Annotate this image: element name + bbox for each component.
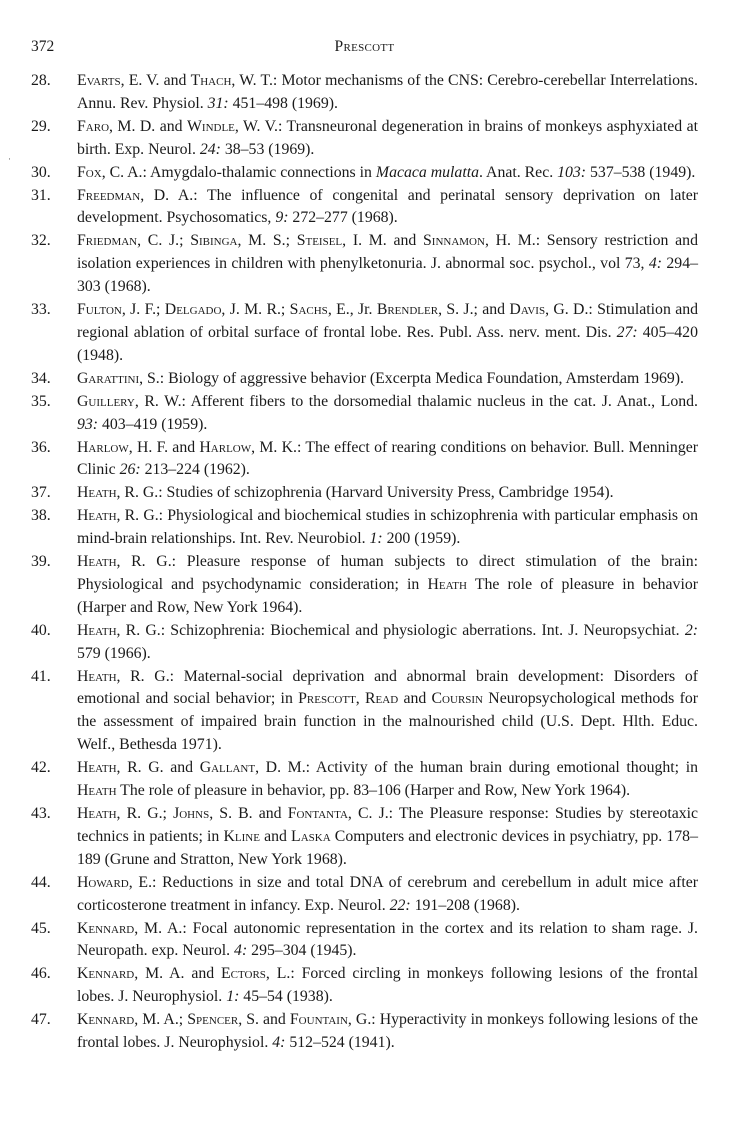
- reference-text: Computers and electronic devices in psychiatry, pp. 178–189 (Grune and Stratton, New York 1968).: [77, 827, 698, 868]
- italic-text: 24:: [199, 140, 221, 158]
- author-name: Laska: [291, 827, 331, 845]
- reference-number: 34.: [31, 369, 51, 387]
- reference-number: 28.: [31, 72, 51, 89]
- italic-text: 27:: [616, 323, 638, 341]
- reference-text: , G. D.: Stimulation and regional ablation of orbital surface of frontal lobe. Res. Publ. Ass. nerv. ment. Dis.: [77, 301, 699, 341]
- italic-text: 4:: [234, 942, 248, 960]
- author-name: Heath: [77, 759, 117, 777]
- reference-number: 39.: [31, 553, 51, 571]
- author-name: Kline: [223, 827, 260, 845]
- reference-entry: [31, 162, 698, 185]
- reference-number: 29.: [31, 117, 51, 135]
- italic-text: 1:: [369, 530, 383, 548]
- italic-text: 31:: [207, 94, 229, 112]
- reference-text: , M. K.: The effect of rearing conditions on behavior. Bull. Menninger Clinic: [77, 438, 698, 479]
- reference-number: 41.: [31, 667, 51, 685]
- reference-number: 40.: [31, 621, 51, 639]
- reference-text: , H. F. and: [128, 438, 200, 456]
- reference-text: , C. J.: The Pleasure response: Studies by stereotaxic technics in patients; in: [77, 805, 699, 845]
- reference-number: 46.: [31, 965, 51, 983]
- author-name: Faro: [77, 117, 110, 135]
- reference-entry: [31, 505, 698, 551]
- italic-text: 4:: [272, 1034, 286, 1052]
- author-name: Windle: [187, 117, 235, 135]
- reference-text: 579 (1966).: [77, 644, 151, 662]
- author-name: Evarts: [77, 72, 121, 89]
- reference-text: , M. A.: Focal autonomic representation in the cortex and its relation to sham rage. J. Neuropath. exp. Neurol.: [77, 919, 698, 960]
- reference-text: 295–304 (1945).: [247, 942, 357, 960]
- author-name: Freedman: [77, 186, 141, 204]
- reference-text: , R. G.: Maternal-social deprivation and abnormal brain development: Disorders of emotional and social behavior; in: [77, 667, 698, 708]
- reference-number: 31.: [31, 186, 51, 204]
- reference-text: , R. G.: Schizophrenia: Biochemical and physiologic aberrations. Int. J. Neuropsychiat.: [116, 621, 685, 639]
- author-name: Heath: [77, 805, 117, 822]
- margin-mark: ·: [8, 154, 11, 164]
- italic-text: 103:: [557, 163, 587, 181]
- author-name: Heath: [77, 484, 117, 502]
- reference-entry: [31, 803, 698, 872]
- author-name: Brendler: [376, 301, 439, 319]
- author-name: Garattini: [77, 369, 140, 387]
- reference-text: , L.: Forced circling in monkeys following lesions of the frontal lobes. J. Neurophysiol.: [77, 965, 698, 1006]
- author-name: Heath: [77, 667, 117, 685]
- author-name: Johns: [173, 805, 210, 822]
- reference-text: 38–53 (1969).: [220, 140, 315, 158]
- reference-text: , W. V.: Transneuronal degeneration in brains of monkeys asphyxiated at birth. Exp. Neurol.: [77, 117, 698, 158]
- reference-number: 36.: [31, 438, 51, 456]
- reference-number: 38.: [31, 507, 51, 525]
- author-name: Heath: [77, 553, 117, 571]
- author-name: Howard: [77, 873, 129, 891]
- reference-text: , I. M. and: [342, 232, 423, 250]
- author-name: Fontanta: [287, 805, 348, 822]
- author-name: Sachs: [289, 301, 328, 319]
- reference-text: 451–498 (1969).: [228, 94, 338, 112]
- reference-entry: [31, 70, 698, 116]
- reference-entry: [31, 918, 698, 964]
- reference-text: , R. G. and: [116, 759, 200, 777]
- reference-entry: [31, 551, 698, 620]
- reference-entry: [31, 391, 698, 437]
- reference-text: , R. G.;: [116, 805, 174, 822]
- italic-text: 22:: [389, 896, 411, 914]
- reference-text: , C. J.;: [137, 232, 191, 250]
- author-name: Fox: [77, 163, 102, 181]
- reference-text: and: [398, 690, 432, 708]
- reference-text: 191–208 (1968).: [410, 896, 520, 914]
- page-header: [31, 38, 698, 60]
- reference-number: 42.: [31, 759, 51, 777]
- italic-text: 9:: [275, 209, 289, 227]
- author-name: Harlow: [77, 438, 129, 456]
- reference-entry: [31, 666, 698, 758]
- author-name: Steisel: [296, 232, 343, 250]
- author-name: Heath: [77, 782, 117, 800]
- running-title: Prescott: [334, 38, 395, 55]
- reference-text: , M. A.;: [134, 1011, 188, 1029]
- reference-entry: [31, 1009, 698, 1055]
- reference-entry: [31, 757, 698, 803]
- reference-number: 30.: [31, 163, 51, 181]
- reference-text: ,: [355, 690, 366, 708]
- author-name: Gallant: [199, 759, 256, 777]
- italic-text: 1:: [226, 988, 240, 1006]
- author-name: Prescott: [298, 690, 356, 708]
- reference-entry: [31, 963, 698, 1009]
- reference-text: 405–420 (1948).: [77, 323, 698, 364]
- reference-text: , S. B. and: [209, 805, 288, 822]
- author-name: Spencer: [187, 1011, 239, 1029]
- italic-text: Macaca mulatta: [375, 163, 480, 181]
- author-name: Heath: [77, 507, 117, 525]
- author-name: Coursin: [431, 690, 484, 708]
- author-name: Heath: [77, 621, 117, 639]
- reference-number: 32.: [31, 232, 51, 250]
- author-name: Sibinga: [190, 232, 238, 250]
- reference-entry: [31, 437, 698, 483]
- reference-text: , E. V. and: [120, 72, 191, 89]
- reference-entry: [31, 368, 698, 391]
- reference-entry: [31, 116, 698, 162]
- reference-text: , W. T.: Motor mechanisms of the CNS: Cerebro-cerebellar Interrelations. Annu. Rev. Physiol.: [77, 72, 698, 112]
- reference-text: The role of pleasure in behavior (Harper and Row, New York 1964).: [77, 575, 698, 616]
- reference-text: 272–277 (1968).: [288, 209, 398, 227]
- italic-text: 2:: [684, 621, 698, 639]
- reference-list: [31, 70, 698, 1055]
- author-name: Ectors: [221, 965, 266, 983]
- author-name: Heath: [427, 575, 467, 593]
- reference-text: , D. A.: The influence of congenital and perinatal sensory deprivation on later development. Psychosomatics,: [77, 186, 698, 227]
- page-number: 372: [31, 38, 55, 55]
- author-name: Kennard: [77, 919, 135, 937]
- reference-text: , R. G.: Studies of schizophrenia (Harvard University Press, Cambridge 1954).: [116, 484, 614, 502]
- reference-text: , S.: Biology of aggressive behavior (Excerpta Medica Foundation, Amsterdam 1969).: [139, 369, 685, 387]
- reference-number: 47.: [31, 1011, 51, 1029]
- italic-text: 4:: [648, 255, 663, 273]
- author-name: Harlow: [199, 438, 252, 456]
- italic-text: 93:: [77, 415, 99, 433]
- reference-text: , M. A. and: [134, 965, 222, 983]
- reference-entry: [31, 230, 698, 299]
- reference-text: Neuropsychological methods for the assessment of impaired brain function in the malnourished child (U.S. Dept. Hlth. Educ. Welf., Bethesda 1971).: [77, 690, 698, 754]
- reference-text: , J. F.;: [121, 301, 165, 319]
- reference-entry: [31, 482, 698, 505]
- reference-text: , R. G.: Pleasure response of human subjects to direct stimulation of the brain: Physiological and psychodynamic consideration; in: [77, 553, 698, 593]
- author-name: Fountain: [289, 1011, 348, 1029]
- reference-text: . Anat. Rec.: [479, 163, 558, 181]
- author-name: Kennard: [77, 1011, 135, 1029]
- reference-text: , C. A.: Amygdalo-thalamic connections in: [101, 163, 376, 181]
- reference-text: 213–224 (1962).: [140, 461, 250, 479]
- author-name: Kennard: [77, 965, 135, 983]
- reference-number: 44.: [31, 873, 51, 891]
- reference-text: , R. G.: Physiological and biochemical studies in schizophrenia with particular emphasis on mind-brain relationships. Int. Rev. Neurobiol.: [77, 507, 698, 548]
- reference-text: , M. D. and: [109, 117, 187, 135]
- reference-number: 37.: [31, 484, 51, 502]
- reference-text: , S. and: [238, 1011, 290, 1029]
- italic-text: 26:: [119, 461, 141, 479]
- reference-text: The role of pleasure in behavior, pp. 83–106 (Harper and Row, New York 1964).: [116, 782, 631, 800]
- author-name: Fulton: [77, 301, 122, 319]
- author-name: Read: [365, 690, 399, 708]
- reference-text: , S. J.; and: [438, 301, 510, 319]
- reference-text: , E.: Reductions in size and total DNA of cerebrum and cerebellum in adult mice after corticosterone treatment in infancy. Exp. Neurol.: [77, 873, 698, 914]
- reference-text: , E., Jr.: [327, 301, 377, 319]
- author-name: Delgado: [164, 301, 222, 319]
- author-name: Guillery: [77, 392, 135, 410]
- reference-text: and: [259, 827, 292, 845]
- reference-text: 45–54 (1938).: [239, 988, 333, 1006]
- reference-number: 43.: [31, 805, 51, 822]
- author-name: Thach: [190, 72, 232, 89]
- reference-number: 35.: [31, 392, 51, 410]
- author-name: Friedman: [77, 232, 138, 250]
- reference-number: 45.: [31, 919, 51, 937]
- reference-text: 537–538 (1949).: [586, 163, 696, 181]
- reference-number: 33.: [31, 301, 51, 319]
- reference-text: , J. M. R.;: [221, 301, 290, 319]
- reference-text: , M. S.;: [237, 232, 297, 250]
- reference-text: 403–419 (1959).: [98, 415, 208, 433]
- reference-entry: [31, 872, 698, 918]
- reference-text: 200 (1959).: [382, 530, 461, 548]
- reference-text: 294–303 (1968).: [77, 255, 698, 296]
- reference-entry: [31, 185, 698, 231]
- reference-entry: [31, 620, 698, 666]
- reference-text: , H. M.: Sensory restriction and isolation experiences in children with phenylketonuria. J. abnormal soc. psychol., vol 73,: [77, 232, 698, 273]
- reference-entry: [31, 299, 698, 368]
- reference-text: , G.: Hyperactivity in monkeys following lesions of the frontal lobes. J. Neurophysiol.: [77, 1011, 698, 1052]
- author-name: Sinnamon: [423, 232, 485, 250]
- reference-text: , D. M.: Activity of the human brain during emotional thought; in: [255, 759, 698, 777]
- reference-text: , R. W.: Afferent fibers to the dorsomedial thalamic nucleus in the cat. J. Anat., Lond.: [134, 392, 698, 410]
- reference-text: 512–524 (1941).: [285, 1034, 395, 1052]
- author-name: Davis: [509, 301, 546, 319]
